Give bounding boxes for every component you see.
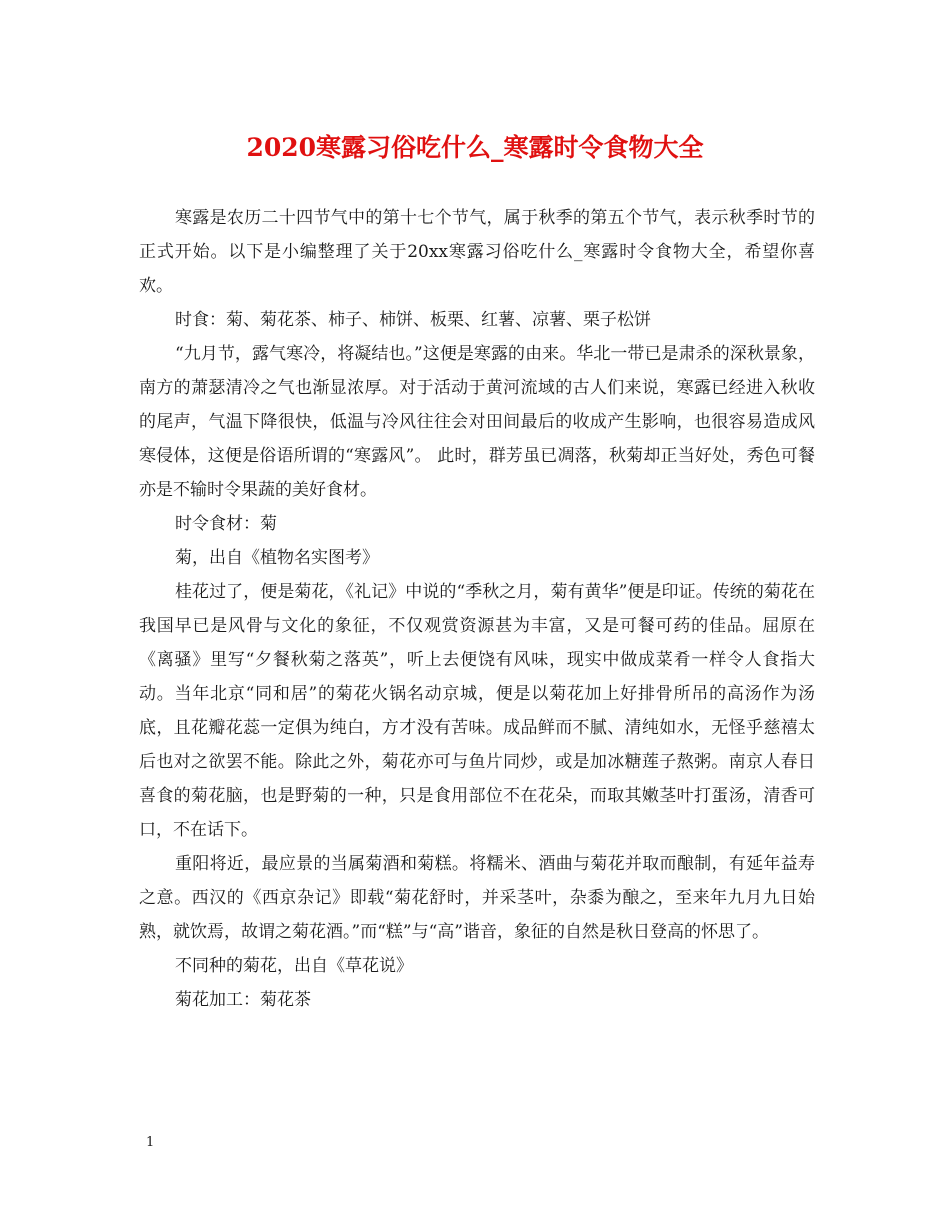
paragraph-ingredient-heading: 时令食材：菊: [175, 514, 277, 534]
paragraph-origin: “九月节，露气寒冷，将凝结也。”这便是寒露的由来。华北一带已是肃杀的深秋景象，南方的萧瑟清冷之气也渐显浓厚。对于活动于黄河流域的古人们来说，寒露已经进入秋收的尾声，气温下降很快，低温与冷风往往会对田间最后的收成产生影响，也很容易造成风寒侵体，这便是俗语所谓的“寒露风”。 此时，群芳虽已凋落，秋菊却正当好处，秀色可餐亦是不输时令果蔬的美好食材。: [139, 344, 815, 500]
paragraph-seasonal-foods: 时食：菊、菊花茶、柿子、柿饼、板栗、红薯、凉薯、栗子松饼: [175, 310, 651, 330]
paragraph-chrysanthemum-wine: 重阳将近，最应景的当属菊酒和菊糕。将糯米、酒曲与菊花并取而酿制，有延年益寿之意。西汉的《西京杂记》即载“菊花舒时，并采茎叶，杂黍为酿之，至来年九月九日始熟，就饮焉，故谓之菊花酒。”而“糕”与“高”谐音，象征的自然是秋日登高的怀思了。: [139, 854, 815, 942]
paragraph-intro: 寒露是农历二十四节气中的第十七个节气，属于秋季的第五个节气，表示秋季时节的正式开始。以下是小编整理了关于20xx寒露习俗吃什么_寒露时令食物大全，希望你喜欢。: [139, 208, 815, 296]
paragraph-chrysanthemum-cuisine: 桂花过了，便是菊花，《礼记》中说的“季秋之月，菊有黄华”便是印证。传统的菊花在我国早已是风骨与文化的象征，不仅观赏资源甚为丰富，又是可餐可药的佳品。屈原在《离骚》里写“夕餐秋菊之落英”，听上去便饶有风味，现实中做成菜肴一样令人食指大动。当年北京“同和居”的菊花火锅名动京城，便是以菊花加上好排骨所吊的高汤作为汤底，且花瓣花蕊一定俱为纯白，方才没有苦味。成品鲜而不腻、清纯如水，无怪乎慈禧太后也对之欲罢不能。除此之外，菊花亦可与鱼片同炒，或是加冰糖莲子熬粥。南京人春日喜食的菊花脑，也是野菊的一种，只是食用部位不在花朵，而取其嫩茎叶打蛋汤，清香可口，不在话下。: [139, 582, 815, 840]
document-title: 2020寒露习俗吃什么_寒露时令食物大全: [246, 133, 704, 162]
paragraph-processing-heading: 菊花加工：菊花茶: [175, 990, 311, 1010]
paragraph-source-caption: 菊，出自《植物名实图考》: [175, 548, 379, 568]
page-number: 1: [146, 1135, 155, 1150]
document-body: [139, 201, 815, 1017]
paragraph-varieties-caption: 不同种的菊花，出自《草花说》: [175, 956, 413, 976]
